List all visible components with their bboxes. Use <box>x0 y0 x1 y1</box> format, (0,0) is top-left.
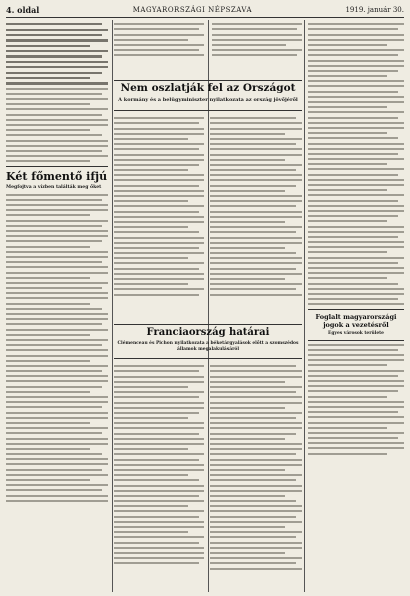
column-3-lower <box>210 362 302 588</box>
column-4 <box>308 20 404 592</box>
issue-date: 1919. január 30. <box>345 6 404 14</box>
paper-title: MAGYARORSZÁGI NÉPSZAVA <box>132 6 253 14</box>
article-text-block <box>6 23 108 162</box>
article-headline: Két főmentő ifjú <box>6 169 108 183</box>
column-divider <box>112 20 113 592</box>
column-divider <box>208 20 209 592</box>
column-2-lower <box>114 362 204 588</box>
article-headline: Franciaország határai <box>146 327 270 338</box>
article-3-header <box>114 326 302 354</box>
article-subhead: A kormány és a belügyminiszter nyilatkozata az ország jövőjéről <box>118 97 298 103</box>
section-rule <box>308 340 404 341</box>
header-rule <box>6 17 404 18</box>
article-1-header <box>114 82 302 105</box>
column-2 <box>114 114 204 322</box>
article-subhead: Clémenceau és Pichon nyilatkozata a béketárgyalások előtt a szomszédos államok megalakulásáról <box>117 341 299 352</box>
article-subhead: Megfojtva a vízben találták meg őket <box>6 184 102 190</box>
article-subhead: Egyes városok területe <box>328 330 384 336</box>
column-divider <box>304 20 305 592</box>
section-rule <box>6 166 108 167</box>
page-header <box>6 4 404 16</box>
article-headline: Nem oszlatják fel az Országot <box>120 82 296 94</box>
page-number: 4. oldal <box>6 5 40 15</box>
column-1 <box>6 20 108 592</box>
section-rule <box>308 309 404 310</box>
article-text-block <box>6 194 108 502</box>
column-2-3-top <box>114 20 302 80</box>
article-headline: Foglalt magyarországi jogok a vezetésről <box>315 312 397 329</box>
column-3 <box>210 114 302 322</box>
